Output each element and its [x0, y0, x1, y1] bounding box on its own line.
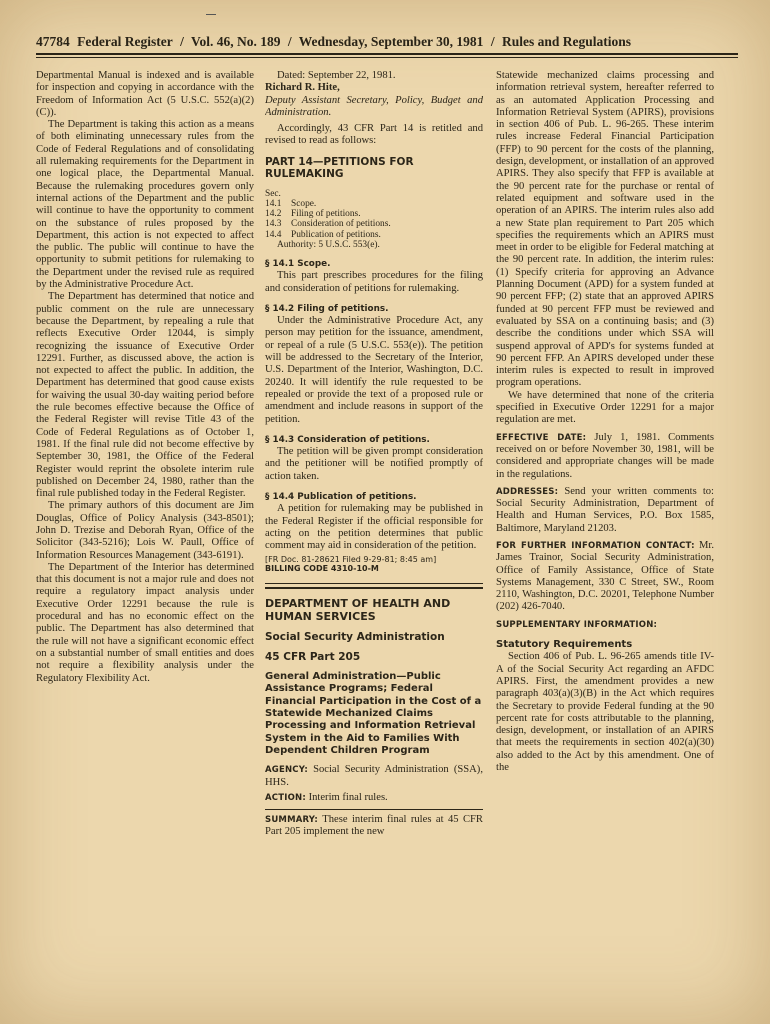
- contact: [496, 540, 714, 614]
- action-line: [265, 792, 483, 804]
- scan-mark: [206, 14, 216, 15]
- paragraph: The Department of the Interior has determined that this document is not a major rule and does not require a regulatory impact analysis under Executive Order 12291 because the rule is procedural and has no economic effect on the public. The Department has also determined that the rule will not have a significant economic effect on a substantial number of small entities and does not require a flexibility analysis under the Regulatory Flexibility Act.: [36, 561, 254, 684]
- toc-row: [265, 230, 483, 240]
- toc-row: [265, 209, 483, 219]
- paragraph: Accordingly, 43 CFR Part 14 is retitled and revised to read as follows:: [265, 123, 483, 147]
- signer-name: Richard R. Hite,: [265, 82, 340, 94]
- fr-doc-line: [FR Doc. 81-28621 Filed 9-29-81; 8:45 am]: [265, 554, 437, 564]
- section-heading: § 14.1 Scope.: [265, 259, 331, 269]
- field-value: Social Security Administration (SSA), HHS.: [265, 764, 483, 788]
- toc-row: [265, 219, 483, 229]
- field-label: AGENCY:: [265, 765, 308, 776]
- divider: [265, 809, 483, 810]
- signer-title: Deputy Assistant Secretary, Policy, Budget and Administration.: [265, 94, 483, 118]
- department-heading: DEPARTMENT OF HEALTH AND HUMAN SERVICES: [265, 596, 451, 623]
- header-rule-thin: [36, 57, 738, 58]
- field-label: EFFECTIVE DATE:: [496, 432, 587, 443]
- section-heading: § 14.2 Filing of petitions.: [265, 303, 389, 314]
- agency-line: [265, 764, 483, 789]
- rule-title: General Administration—Public Assistance Programs; Federal Financial Participation in the Cost of a Statewide Mechanized Claims Processing and Information Retrieval System in the Aid to Families With Dependent Children Program: [265, 671, 482, 756]
- toc-text: Consideration of petitions.: [291, 219, 391, 230]
- paragraph: Statewide mechanized claims processing and information retrieval system, hereafter referred to as an automated Application Processing and Information Retrieval System (APIRS), provisions in section 406 of Pub. L. 96-265. These interim rules increase Federal Financial Participation (FFP) to 90 percent for the costs of the planning, design, development, or installation of an approved APIRS. They also specify that FFP is available at the 90 percent rate for the purchase or rental of related equipment and software used in the operation of an APIRS. The interim rules also add a new State plan requirement to Part 205 which specifies the requirements which an APIRS must meet in order to be eligible for Federal matching at the 90 percent rate. In addition, the interim rules: (1) Specify criteria for approving an Advance Planning Document (APD) for a system funded at 90 percent FFP; (2) state that an approved APIRS funded at 90 percent FFP must be reviewed and evaluated by SSA on a continuing basis; and (3) describe the conditions under which SSA will suspend approval of APD's for systems funded at 90 percent FFP. An APIRS developed under these interim rules is expected to result in improved program operations.: [496, 70, 714, 389]
- section-heading: § 14.3 Consideration of petitions.: [265, 434, 430, 445]
- field-value: These interim final rules at 45 CFR Part 205 implement the new: [265, 814, 483, 838]
- paragraph: A petition for rulemaking may be published in the Federal Register if the official responsible for acting on the petition determines that public comment may aid in consideration of the petition.: [265, 503, 483, 552]
- section-name: Rules and Regulations: [501, 34, 631, 49]
- paragraph: The petition will be given prompt consideration and the petitioner will be notified promptly of action taken.: [265, 446, 483, 482]
- paragraph: The Department has determined that notice and public comment on the rule are unnecessary because the Department, by repealing a rule that reflects Executive Order 12044, is simply recognizing the issuance of Executive Order 12291. Further, as discussed above, the action is not expected to affect the public. In addition, the Department has determined that good cause exists for waiving the usual 30-day waiting period before the rule becomes effective because the Office of the Federal Register will revise Title 43 of the Code of Federal Regulations as of October 1, 1981. If the final rule did not become effective by September 30, 1981, the Office of the Federal Register would reprint the obsolete interim rule published on December 24, 1980, rather than the final rule published today in the Federal Register.: [36, 291, 254, 500]
- subheading: Statutory Requirements: [496, 639, 633, 651]
- header-rule: [36, 53, 738, 55]
- journal-name: Federal Register: [77, 34, 173, 49]
- paragraph: We have determined that none of the criteria specified in Executive Order 12291 for a major regulation are met.: [496, 389, 714, 426]
- toc-num: 14.3: [265, 219, 282, 230]
- toc-row: [265, 199, 483, 209]
- table-of-contents: [265, 189, 483, 250]
- effective-date: [496, 432, 714, 481]
- toc-text: Filing of petitions.: [291, 209, 361, 220]
- column-2: [265, 70, 483, 1020]
- summary-line: [265, 814, 483, 839]
- authority-line: Authority: 5 U.S.C. 553(e).: [277, 239, 380, 250]
- cfr-part: 45 CFR Part 205: [265, 650, 361, 663]
- paragraph: Section 406 of Pub. L. 96-265 amends title IV-A of the Social Security Act regarding an AFDC APIRS. First, the amendment provides a new paragraph 403(a)(3)(B) in the Act which requires the Secretary to provide Federal funding at the 90 percent rate for costs attributable to the planning, design, development, or installation of an APIRS that meets the requirements in section 402(a)(30) also added to the Act by this amendment. One of the: [496, 651, 714, 774]
- agency-subheading: Social Security Administration: [265, 630, 445, 643]
- dated-line: Dated: September 22, 1981.: [277, 70, 396, 81]
- divider-thick: [265, 587, 483, 589]
- toc-num: 14.1: [265, 198, 282, 209]
- paragraph: The Department is taking this action as a means of both eliminating unnecessary rules from the Code of Federal Regulations and of consolidating all rulemaking requirements for the Department in one logical place, the Departmental Manual. Because the rulemaking procedures govern only internal actions of the Department and the public will continue to have the opportunity to comment on the substance of rules proposed by the Department, this action is not expected to affect the public. The public will continue to have the opportunity to submit petitions for rulemaking to the Department under the revised rule as required by the Administrative Procedure Act.: [36, 119, 254, 291]
- field-label: ADDRESSES:: [496, 486, 559, 497]
- supplementary-label: SUPPLEMENTARY INFORMATION:: [496, 619, 658, 630]
- header-separator: /: [490, 34, 495, 49]
- running-header: [36, 34, 736, 50]
- paragraph: Under the Administrative Procedure Act, any person may petition for the issuance, amendment, or repeal of a rule (5 U.S.C. 553(e)). The petition will be addressed to the Secretary of the Interior, U.S. Department of the Interior, Washington, D.C. 20240. It will identify the rule requested to be repealed or provide the text of a proposed rule or amendment and include reasons in support of the petition.: [265, 315, 483, 425]
- paragraph: This part prescribes procedures for the filing and consideration of petitions for rulemaking.: [265, 270, 483, 294]
- toc-text: Scope.: [291, 198, 317, 209]
- field-label: ACTION:: [265, 792, 306, 803]
- toc-num: 14.2: [265, 209, 282, 220]
- toc-text: Publication of petitions.: [291, 229, 381, 240]
- section-heading: § 14.4 Publication of petitions.: [265, 492, 417, 503]
- issue-date: Wednesday, September 30, 1981: [298, 34, 484, 49]
- billing-code: BILLING CODE 4310-10-M: [265, 564, 379, 574]
- divider: [265, 583, 483, 584]
- header-separator: /: [287, 34, 292, 49]
- toc-label: Sec.: [265, 188, 281, 199]
- part-title: PART 14—PETITIONS FOR RULEMAKING: [265, 155, 414, 181]
- page-number: 47784: [36, 34, 70, 49]
- field-value: Mr. James Trainor, Social Security Administration, Office of Family Assistance, Office of State Systems Management, 330 C Street, SW., Room 2110, Washington, D.C. 20201, Telephone Number (202) 426-7040.: [496, 539, 714, 613]
- paragraph: Departmental Manual is indexed and is available for inspection and copying in accordance with the Freedom of Information Act (5 U.S.C. 552(a)(2)(C)).: [36, 70, 254, 118]
- field-value: Interim final rules.: [308, 791, 388, 803]
- column-1: [36, 70, 254, 1020]
- paragraph: The primary authors of this document are Jim Douglas, Office of Policy Analysis (343-8501); John D. Trezise and Deborah Ryan, Office of the Solicitor (343-5216); Lois W. Paull, Office of Information Resources Management (343-6191).: [36, 500, 254, 561]
- field-label: FOR FURTHER INFORMATION CONTACT:: [496, 540, 695, 551]
- column-3: [496, 70, 714, 1020]
- volume-number: Vol. 46, No. 189: [191, 34, 281, 49]
- field-value: Send your written comments to: Social Security Administration, Department of Health and Human Services, P.O. Box 1585, Baltimore, Maryland 21203.: [496, 485, 714, 534]
- toc-num: 14.4: [265, 229, 282, 240]
- addresses: [496, 486, 714, 535]
- field-value: July 1, 1981. Comments received on or before November 30, 1981, will be considered and appropriate changes will be made in the regulations.: [496, 431, 714, 480]
- field-label: SUMMARY:: [265, 815, 319, 826]
- header-separator: /: [180, 34, 184, 49]
